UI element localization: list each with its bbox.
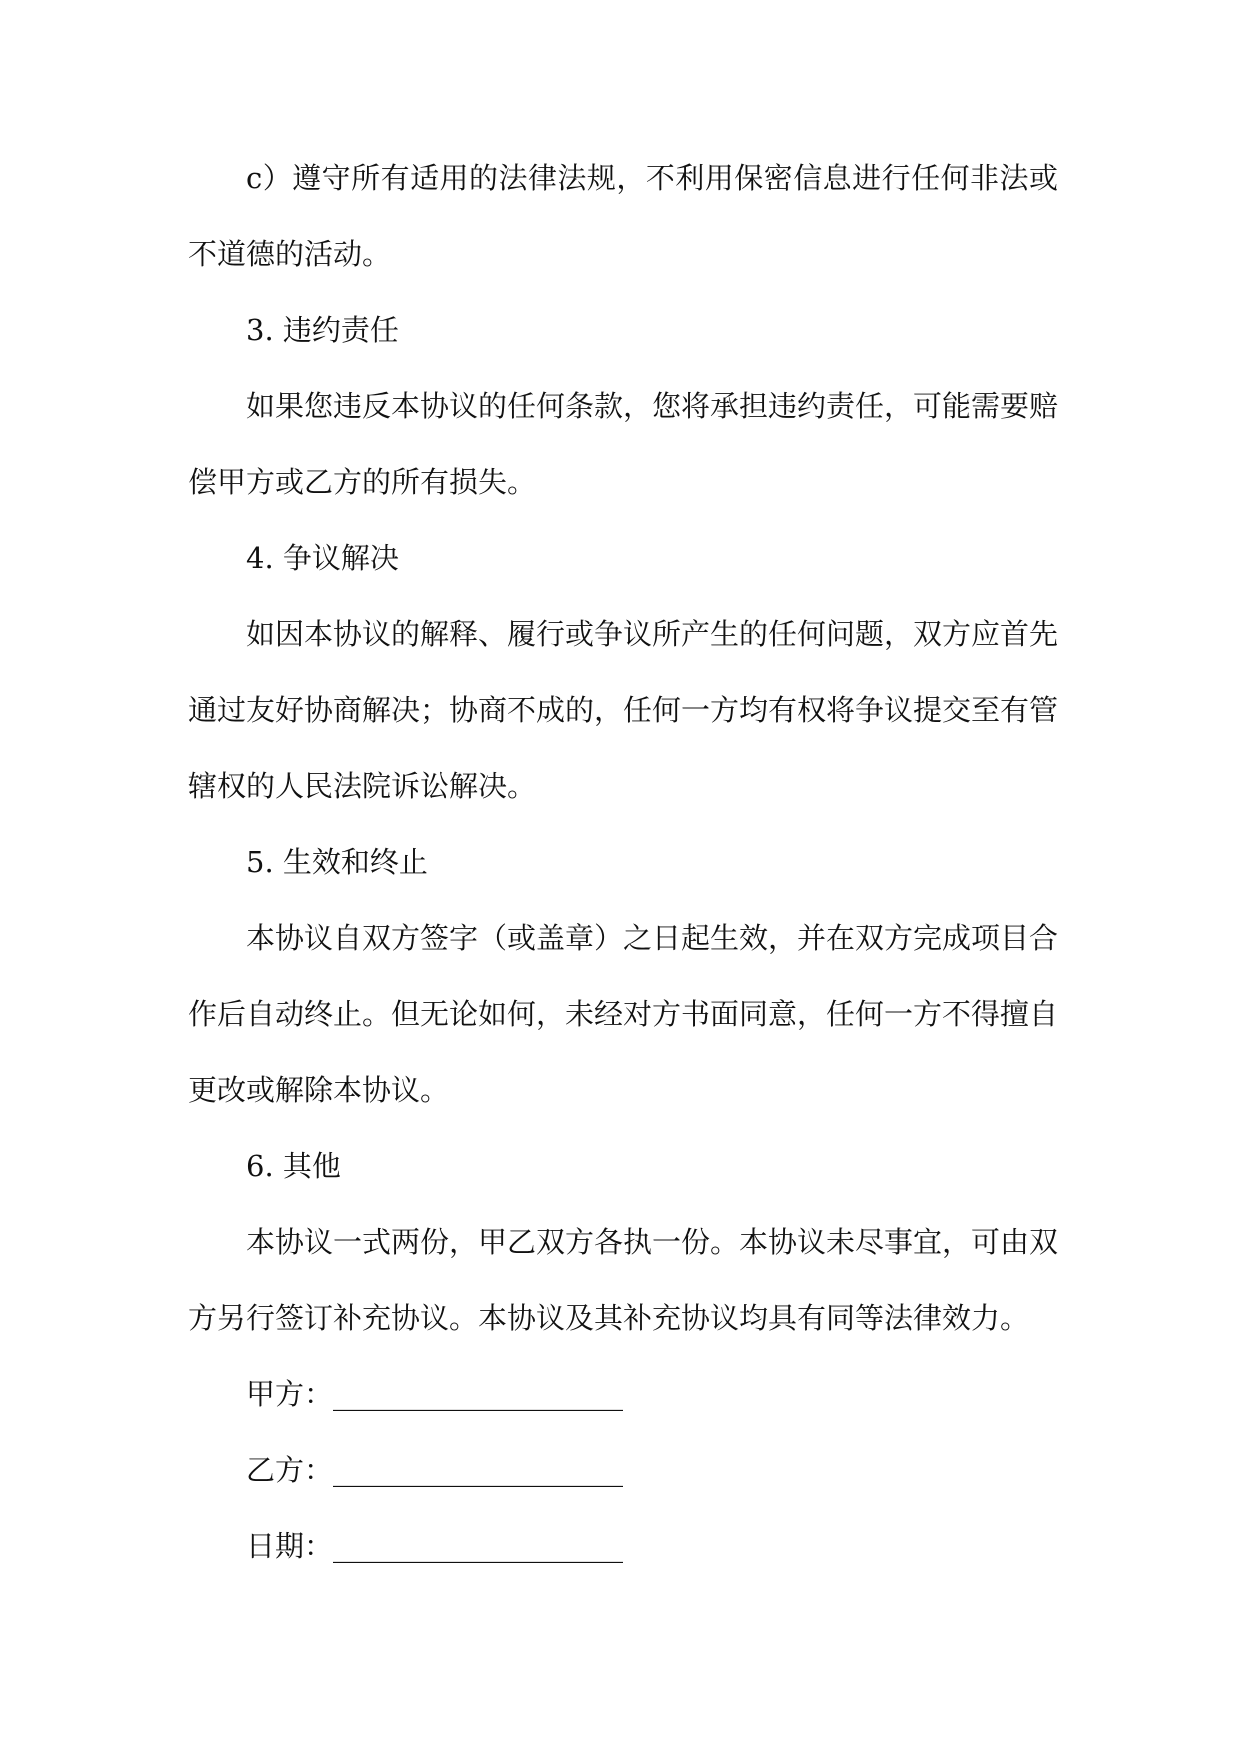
paragraph-effect-termination: 本协议自双方签字（或盖章）之日起生效，并在双方完成项目合作后自动终止。但无论如何，未经对方书面同意，任何一方不得擅自更改或解除本协议。 xyxy=(188,921,1059,1107)
signature-party-a-blank: ____________________ xyxy=(333,1377,624,1411)
paragraph-other: 本协议一式两份，甲乙双方各执一份。本协议未尽事宜，可由双方另行签订补充协议。本协议及其补充协议均具有同等法律效力。 xyxy=(188,1225,1059,1335)
signature-party-a-label: 甲方： xyxy=(246,1377,334,1411)
signature-date-blank: ____________________ xyxy=(333,1529,624,1563)
paragraph-breach-liability: 如果您违反本协议的任何条款，您将承担违约责任，可能需要赔偿甲方或乙方的所有损失。 xyxy=(188,389,1059,499)
paragraph-clause-c: c）遵守所有适用的法律法规，不利用保密信息进行任何非法或不道德的活动。 xyxy=(188,161,1058,271)
signature-date-label: 日期： xyxy=(246,1529,334,1563)
signature-date xyxy=(188,1508,1058,1584)
signature-party-b-label: 乙方： xyxy=(246,1453,334,1487)
heading-breach-liability: 3. 违约责任 xyxy=(246,313,399,347)
heading-effect-termination: 5. 生效和终止 xyxy=(246,845,428,879)
heading-dispute-resolution: 4. 争议解决 xyxy=(246,541,399,575)
signature-party-b xyxy=(188,1432,1058,1508)
document-body xyxy=(188,140,1058,1584)
heading-other: 6. 其他 xyxy=(246,1149,341,1183)
paragraph-dispute-resolution: 如因本协议的解释、履行或争议所产生的任何问题，双方应首先通过友好协商解决；协商不成的，任何一方均有权将争议提交至有管辖权的人民法院诉讼解决。 xyxy=(188,617,1059,803)
signature-party-a xyxy=(188,1356,1058,1432)
signature-party-b-blank: ____________________ xyxy=(333,1453,624,1487)
